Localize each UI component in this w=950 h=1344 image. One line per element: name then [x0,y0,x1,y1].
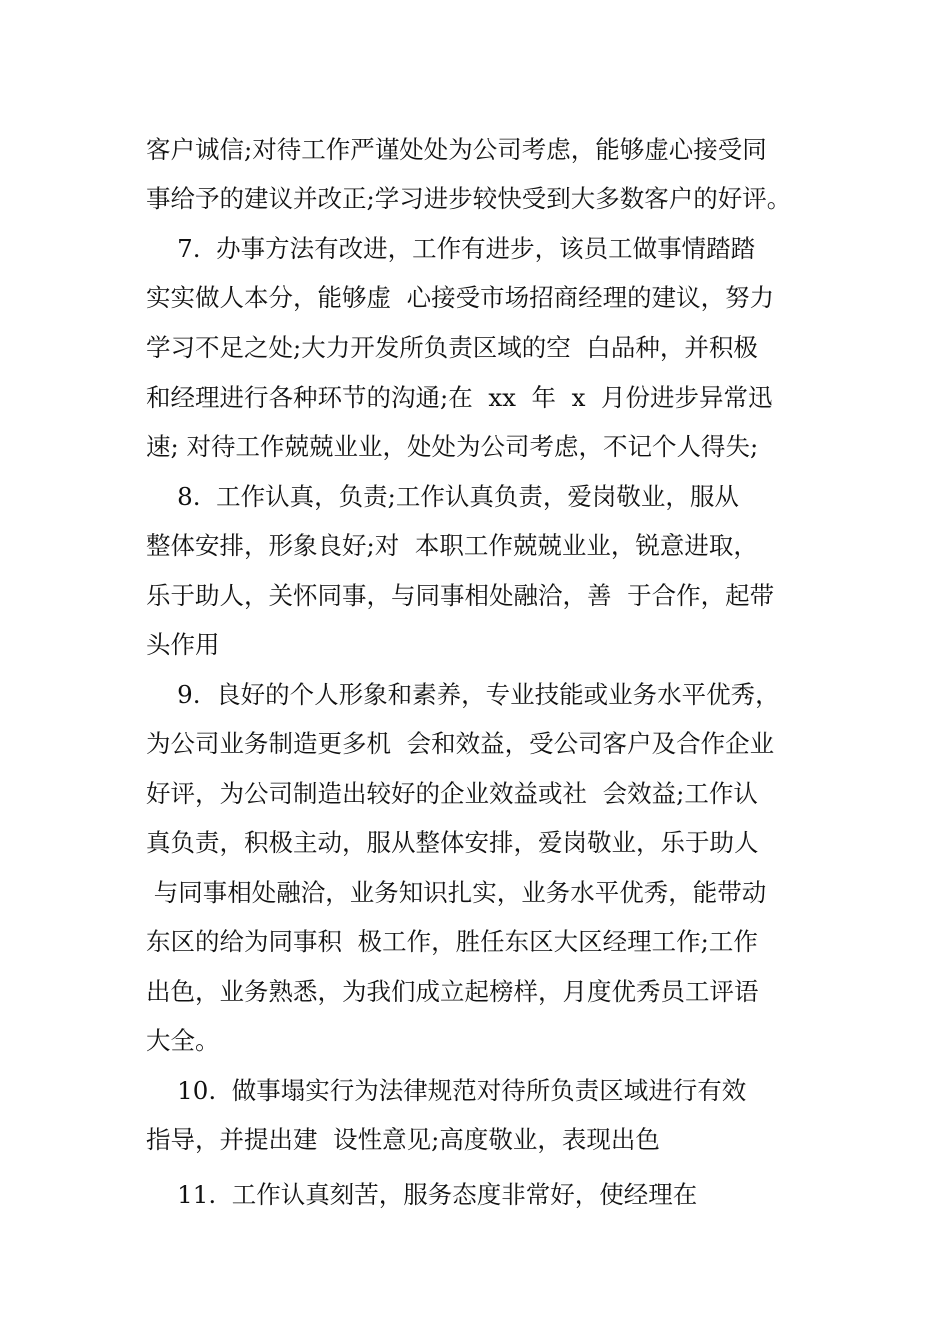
text-line: 11. 工作认真刻苦，服务态度非常好，使经理在 [146,1180,698,1209]
text-line: 和经理进行各种环节的沟通;在 xx 年 x 月份进步异常迅 [146,383,773,412]
text-line: 为公司业务制造更多机 会和效益，受公司客户及合作企业 [146,729,775,758]
text-line: 出色，业务熟悉，为我们成立起榜样，月度优秀员工评语 [146,977,759,1006]
text-line: 真负责，积极主动，服从整体安排，爱岗敬业，乐于助人 [146,828,759,857]
text-line: 头作用 [146,630,220,659]
text-line: 整体安排，形象良好;对 本职工作兢兢业业，锐意进取， [146,531,758,560]
text-line: 10. 做事塌实行为法律规范对待所负责区域进行有效 [146,1076,747,1105]
text-line: 好评，为公司制造出较好的企业效益或社 会效益;工作认 [146,779,758,808]
text-line: 指导，并提出建 设性意见;高度敬业，表现出色 [146,1125,660,1154]
text-line: 与同事相处融洽，业务知识扎实，业务水平优秀，能带动 [146,878,767,907]
text-line: 学习不足之处;大力开发所负责区域的空 白品种，并积极 [146,333,758,362]
text-line: 大全。 [146,1026,220,1055]
text-line: 速; 对待工作兢兢业业，处处为公司考虑，不记个人得失; [146,432,759,461]
text-line: 实实做人本分，能够虚 心接受市场招商经理的建议，努力 [146,283,775,312]
text-line: 东区的给为同事积 极工作，胜任东区大区经理工作;工作 [146,927,758,956]
text-line: 9. 良好的个人形象和素养，专业技能或业务水平优秀， [146,680,780,709]
text-line: 事给予的建议并改正;学习进步较快受到大多数客户的好评。 [146,184,792,213]
text-line: 乐于助人，关怀同事，与同事相处融洽，善 于合作，起带 [146,581,775,610]
text-line: 7. 办事方法有改进，工作有进步，该员工做事情踏踏 [146,234,756,263]
text-line: 客户诚信;对待工作严谨处处为公司考虑，能够虚心接受同 [146,135,767,164]
text-line: 8. 工作认真，负责;工作认真负责，爱岗敬业，服从 [146,482,739,511]
